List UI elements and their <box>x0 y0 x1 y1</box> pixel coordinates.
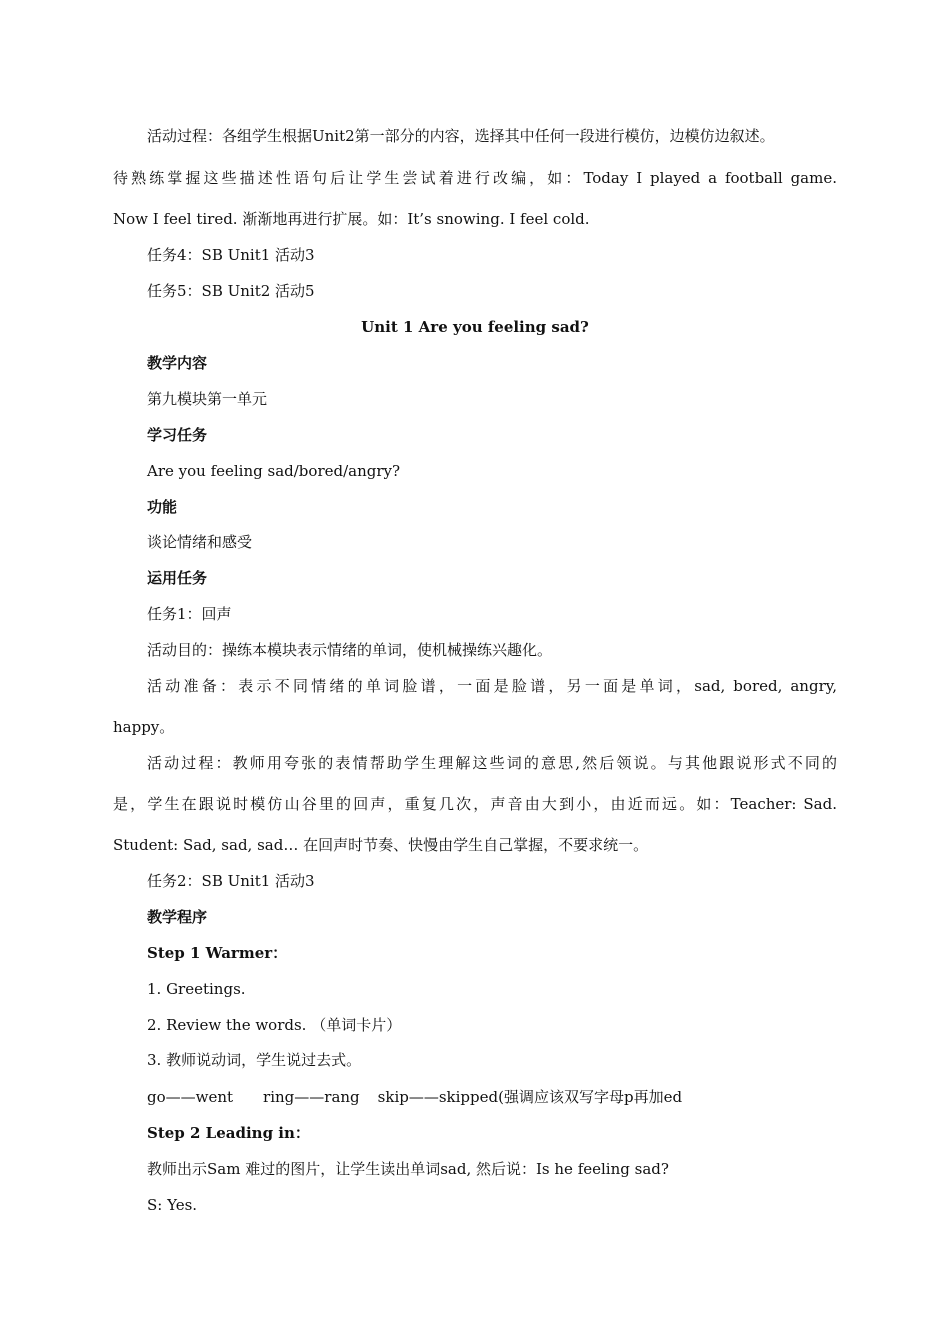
para1-line3: Now I feel tired. 渐渐地再进行扩展。如：It’s snowing. I feel cold. <box>113 210 590 228</box>
para1-line2: 待熟练掌握这些描述性语句后让学生尝试着进行改编，如：Today I played a football game. <box>113 169 837 187</box>
step1-item3: 3. 教师说动词，学生说过去式。 <box>147 1051 362 1069</box>
task1-proc-line1: 活动过程：教师用夸张的表情帮助学生理解这些词的意思,然后领说。与其他跟说形式不同的 <box>147 754 837 772</box>
para1-line1: 活动过程：各组学生根据Unit2第一部分的内容，选择其中任何一段进行模仿，边模仿边叙述。 <box>147 127 775 145</box>
task1-prep-line1: 活动准备：表示不同情绪的单词脸谱，一面是脸谱，另一面是单词，sad, bored, angry, <box>147 677 837 695</box>
step1-item1: 1. Greetings. <box>147 980 246 998</box>
content-text: 第九模块第一单元 <box>147 390 268 408</box>
task1-proc-line3: Student: Sad, sad, sad… 在回声时节奏、快慢由学生自己掌握，不要求统一。 <box>113 836 649 854</box>
learning-text: Are you feeling sad/bored/angry? <box>147 462 401 480</box>
content-heading: 教学内容 <box>147 354 208 372</box>
task5-line: 任务5：SB Unit2 活动5 <box>147 282 315 300</box>
step2-heading: Step 2 Leading in： <box>147 1124 310 1142</box>
task1-prep-line2: happy。 <box>113 718 175 736</box>
step2-lead-line: 教师出示Sam 难过的图片，让学生读出单词sad, 然后说：Is he feeling sad? <box>147 1160 669 1178</box>
verb-pair-ring: ring——rang <box>263 1088 360 1106</box>
task1-purpose: 活动目的：操练本模块表示情绪的单词，使机械操练兴趣化。 <box>147 641 553 659</box>
task1-proc-line2: 是，学生在跟说时模仿山谷里的回声，重复几次，声音由大到小，由近而远。如：Teacher: Sad. <box>113 795 837 813</box>
procedure-heading: 教学程序 <box>147 908 208 926</box>
verb-pair-skip: skip——skipped(强调应该双写字母p再加ed <box>377 1088 683 1106</box>
unit-title: Unit 1 Are you feeling sad? <box>361 318 589 336</box>
function-text: 谈论情绪和感受 <box>147 533 253 551</box>
learning-heading: 学习任务 <box>147 426 208 444</box>
task4-line: 任务4：SB Unit1 活动3 <box>147 246 315 264</box>
task2-line: 任务2：SB Unit1 活动3 <box>147 872 315 890</box>
task1-title: 任务1：回声 <box>147 605 232 623</box>
step2-answer: S: Yes. <box>147 1196 198 1214</box>
apply-heading: 运用任务 <box>147 569 208 587</box>
function-heading: 功能 <box>147 498 178 516</box>
step1-item2: 2. Review the words. （单词卡片） <box>147 1016 402 1034</box>
verb-pairs-line <box>147 1087 837 1107</box>
step1-heading: Step 1 Warmer： <box>147 944 288 962</box>
verb-pair-go: go——went <box>147 1088 234 1106</box>
